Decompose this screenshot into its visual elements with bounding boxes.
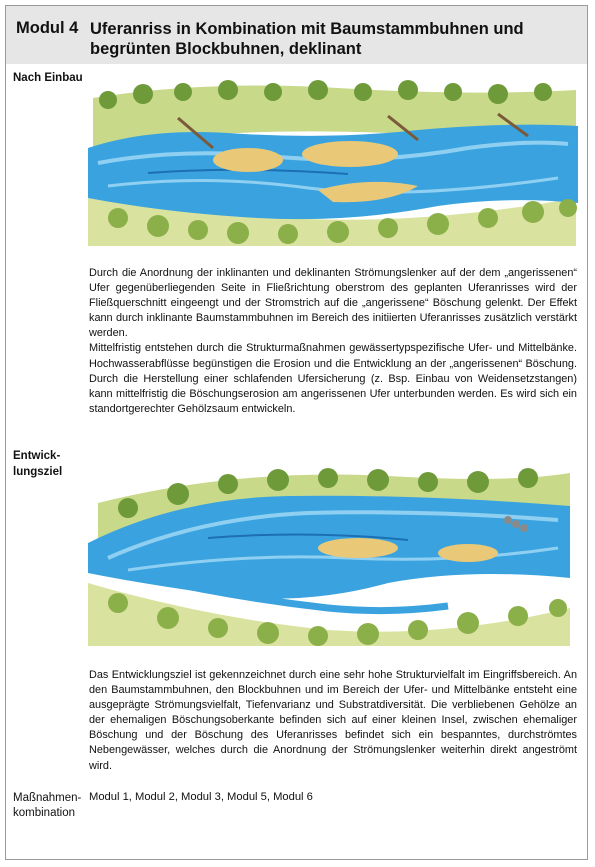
section-label-line1: Entwick- [13,450,61,462]
section-label-line1: Maßnahmen- [13,792,82,804]
section-label-line2: kombination [13,807,76,819]
section1-text [89,266,577,417]
sand-bank-1 [213,148,283,172]
sand-bank-2 [302,141,398,167]
section-label-massnahmenkombination [13,791,81,821]
module-header [6,6,587,64]
river-illustration-after-construction [88,78,580,248]
section1-paragraph1: Durch die Anordnung der inklinanten und deklinanten Strömungslenker auf der dem „angerissenen“ Ufer gegenüberliegenden Seite in Fließrichtung oberstrom des geplanten Uferanrisses wird der Fließquerschnitt eingeengt und der Stromstrich auf die „angerissene“ Böschung gelenkt. Der Effekt kann durch inklinante Baumstammbuhnen im Bereich des initiierten Uferanrisses zusätzlich verstärkt werden. [89,267,577,340]
measure-combination-value: Modul 1, Modul 2, Modul 3, Modul 5, Modul 6 [89,791,313,803]
sand-bank-2 [438,544,498,562]
module-title: Uferanriss in Kombination mit Baumstammbuhnen und begrünten Blockbuhnen, deklinant [90,20,524,58]
sand-bank-1 [318,538,398,558]
section2-paragraph: Das Entwicklungsziel ist gekennzeichnet durch eine sehr hohe Strukturvielfalt im Eingriffsbereich. An den Baumstammbuhnen, den Blockbuhnen und im Bereich der Ufer- und Mittelbänke entsteht eine ausgeprägte Strömungsvielfalt, Tiefenvarianz und Substratdiversität. Die verbliebenen Gehölze an der ehemaligen Böschungsoberkante befinden sich auf einer kleinen Insel, zwischen ehemaliger Böschung und der Böschung des Uferanrisses befindet sich ein bespanntes, durchströmtes Nebengewässer, welches durch die Anordnung der Strömungslenker weiterhin direkt angeströmt wird. [89,669,577,772]
module-number: Modul 4 [16,19,79,37]
section2-text [89,668,577,774]
river-illustration-development-goal [88,458,580,648]
section-label-line2: lungsziel [13,466,63,478]
section-label-nach-einbau: Nach Einbau [13,72,83,84]
section-label-entwicklungsziel [13,448,62,480]
section1-paragraph2: Mittelfristig entstehen durch die Strukturmaßnahmen gewässertypspezifische Ufer- und Mittelbänke. Hochwasserabflüsse begünstigen die Erosion und die Entwicklung an der „angerissenen“ Böschung. Durch die Herstellung einer schlafenden Ufersicherung (z. Bsp. Einbau von Weidensetzstangen) kann mittelfristig die Böschungserosion am angerissenen Ufer unterbunden werden. Es wird sich ein standortgerechter Gehölzsaum entwickeln. [89,342,577,415]
